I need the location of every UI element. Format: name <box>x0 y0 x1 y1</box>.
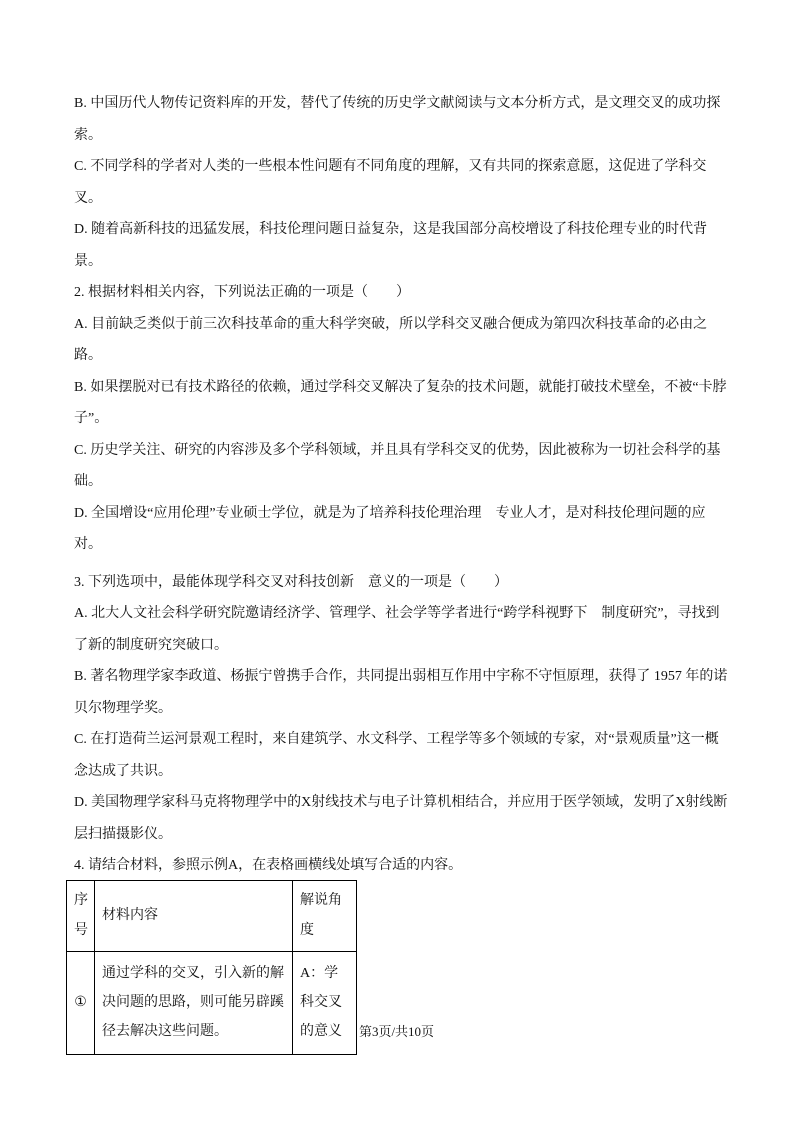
question-stem: 下列选项中，最能体现学科交叉对科技创新 意义的一项是（ ） <box>88 574 508 590</box>
option-label: D. <box>74 795 88 810</box>
q4-stem <box>74 850 729 882</box>
q2-option-a <box>74 309 729 372</box>
q2-stem <box>74 277 729 309</box>
row-number-cell: ① <box>67 951 95 1054</box>
row-angle-cell: A：学科交叉的意义 <box>293 951 357 1054</box>
option-label: B. <box>74 669 87 684</box>
option-text: 中国历代人物传记资料库的开发，替代了传统的历史学文献阅读与文本分析方式，是文理交叉的成功探索。 <box>74 96 721 143</box>
option-text: 北大人文社会科学研究院邀请经济学、管理学、社会学等学者进行“跨学科视野下 制度研究”，寻找到了新的制度研究突破口。 <box>74 606 720 653</box>
q1-option-d <box>74 214 729 277</box>
question-number: 4. <box>74 858 85 873</box>
q3-option-b <box>74 661 729 724</box>
option-text: 如果摆脱对已有技术路径的依赖，通过学科交叉解决了复杂的技术问题，就能打破技术壁垒，不被“卡脖子”。 <box>74 379 727 426</box>
q1-option-b <box>74 88 729 151</box>
page-indicator: 第3页/共10页 <box>358 1024 435 1039</box>
option-text: 不同学科的学者对人类的一些根本性问题有不同角度的理解，又有共同的探索意愿，这促进了学科交叉。 <box>74 159 707 206</box>
option-text: 随着高新科技的迅猛发展，科技伦理问题日益复杂，这是我国部分高校增设了科技伦理专业的时代背景。 <box>74 222 708 269</box>
header-cell-number: 序号 <box>67 880 95 951</box>
page-content <box>74 88 729 1055</box>
option-label: A. <box>74 606 88 621</box>
header-cell-angle: 解说角度 <box>293 880 357 951</box>
option-label: B. <box>74 96 87 111</box>
option-label: D. <box>74 505 88 521</box>
option-label: C. <box>74 442 87 458</box>
q2-option-b <box>74 372 729 435</box>
option-label: C. <box>74 159 87 174</box>
question-stem: 根据材料相关内容，下列说法正确的一项是（ ） <box>88 285 410 300</box>
header-cell-content: 材料内容 <box>95 880 293 951</box>
option-text: 著名物理学家李政道、杨振宁曾携手合作，共同提出弱相互作用中宇称不守恒原理，获得了 1957 年的诺贝尔物理学奖。 <box>74 669 728 716</box>
q3-option-d <box>74 787 729 850</box>
question-number: 3. <box>74 574 85 590</box>
q3-option-a <box>74 598 729 661</box>
option-label: C. <box>74 732 87 747</box>
option-text: 美国物理学家科马克将物理学中的X射线技术与电子计算机相结合，并应用于医学领域，发明了X射线断层扫描摄影仪。 <box>74 795 728 842</box>
q3-option-c <box>74 724 729 787</box>
option-label: A. <box>74 316 88 332</box>
q3-stem <box>74 567 729 599</box>
row-content-cell: 通过学科的交叉，引入新的解决问题的思路，则可能另辟蹊径去解决这些问题。 <box>95 951 293 1054</box>
option-text: 历史学关注、研究的内容涉及多个学科领域，并且具有学科交叉的优势，因此被称为一切社会科学的基础。 <box>74 442 721 489</box>
option-text: 目前缺乏类似于前三次科技革命的重大科学突破，所以学科交叉融合便成为第四次科技革命的必由之路。 <box>74 316 708 363</box>
option-label: B. <box>74 379 87 395</box>
question-stem: 请结合材料，参照示例A，在表格画横线处填写合适的内容。 <box>88 858 463 873</box>
q2-option-c <box>74 435 729 498</box>
option-text: 全国增设“应用伦理”专业硕士学位，就是为了培养科技伦理治理 专业人才，是对科技伦理问题的应对。 <box>74 505 706 552</box>
option-text: 在打造荷兰运河景观工程时，来自建筑学、水文科学、工程学等多个领域的专家，对“景观质量”这一概念达成了共识。 <box>74 732 719 779</box>
question-number: 2. <box>74 285 85 300</box>
page-footer <box>0 1020 793 1044</box>
q1-option-c <box>74 151 729 214</box>
table-header-row <box>67 880 357 951</box>
option-label: D. <box>74 222 88 237</box>
q2-option-d <box>74 498 729 561</box>
